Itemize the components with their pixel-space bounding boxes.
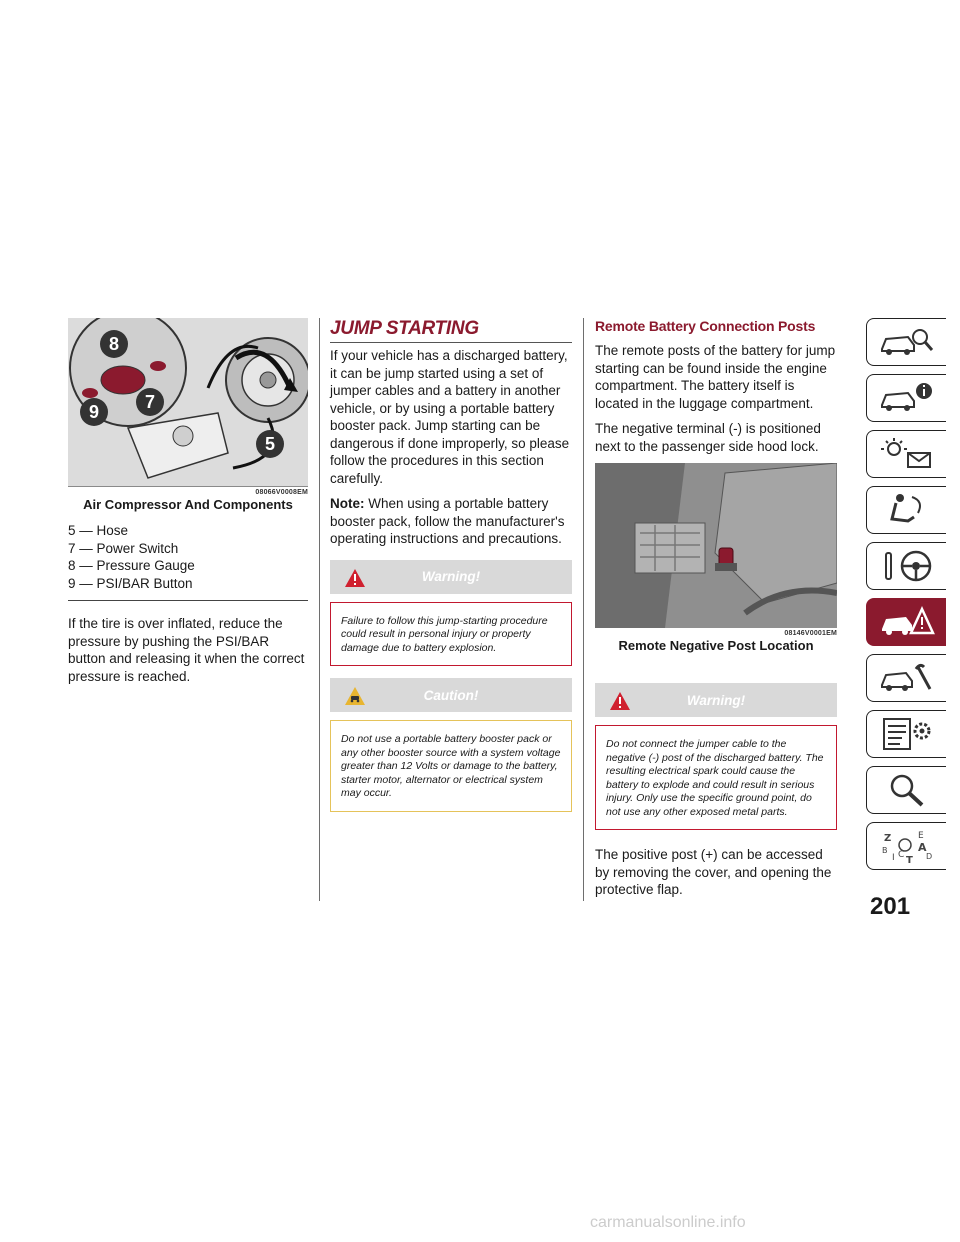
- legend-item: 9 — PSI/BAR Button: [68, 575, 193, 591]
- warning-header: [595, 683, 837, 717]
- svg-text:B: B: [881, 846, 887, 855]
- subsection-title: Remote Battery Connection Posts: [595, 318, 816, 334]
- svg-text:Z: Z: [883, 833, 891, 844]
- column-middle: [330, 318, 572, 824]
- svg-text:D: D: [925, 852, 932, 861]
- remote-posts-paragraph: The remote posts of the battery for jump starting can be found inside the engine compartment. The battery itself is located in the luggage compartment.: [595, 343, 836, 411]
- svg-text:A: A: [917, 841, 927, 854]
- tab-starting-and-operating[interactable]: [866, 542, 946, 590]
- note-label: Note:: [330, 496, 365, 511]
- callout-5: 5: [256, 430, 284, 458]
- warning-header: [330, 560, 572, 594]
- tab-getting-to-know-vehicle[interactable]: [866, 318, 946, 366]
- negative-terminal-paragraph: The negative terminal (-) is positioned next to the passenger side hood lock.: [595, 421, 821, 454]
- car-service-wrench-icon: [878, 659, 936, 697]
- column-divider: [319, 318, 320, 901]
- note-text: When using a portable battery booster pack, follow the manufacturer's operating instructions and precautions.: [330, 496, 565, 546]
- column-left: [68, 318, 308, 693]
- callout-7: 7: [136, 388, 164, 416]
- dashboard-lights-message-icon: [878, 435, 936, 473]
- tab-servicing-and-maintenance[interactable]: [866, 654, 946, 702]
- warning-triangle-icon: [609, 691, 631, 711]
- watermark: carmanualsonline.info: [590, 1214, 746, 1231]
- callout-8: 8: [100, 330, 128, 358]
- figure-caption: Air Compressor And Components: [83, 497, 293, 512]
- legend-item: 8 — Pressure Gauge: [68, 558, 195, 573]
- tab-vehicle-information[interactable]: [866, 374, 946, 422]
- air-compressor-illustration: [68, 318, 308, 487]
- figure-code: 08066V0008EM: [255, 489, 308, 496]
- tab-index[interactable]: [866, 822, 946, 870]
- chapter-tabs: [866, 318, 948, 878]
- warning-triangle-icon: [344, 568, 366, 588]
- svg-text:I: I: [891, 853, 895, 863]
- legend-item: 5 — Hose: [68, 523, 129, 538]
- caution-text: Do not use a portable battery booster pack or any other booster source with a system voltage greater than 12 Volts or damage to the battery, starter motor, alternator or electrical system may occur.: [330, 720, 572, 812]
- car-search-icon: [878, 323, 936, 361]
- positive-post-paragraph: The positive post (+) can be accessed by removing the cover, and opening the protective flap.: [595, 847, 832, 897]
- svg-text:C: C: [897, 850, 904, 860]
- alphabetical-index-icon: [878, 827, 936, 865]
- column-right: [595, 318, 837, 907]
- tab-technical-specifications[interactable]: [866, 710, 946, 758]
- figure-code: 08146V0001EM: [784, 630, 837, 637]
- warning-box: [595, 683, 837, 830]
- engine-bay-drawing: [595, 463, 837, 628]
- tab-safety[interactable]: [866, 486, 946, 534]
- note-paragraph: [330, 495, 572, 548]
- component-legend: [68, 522, 308, 601]
- over-inflation-paragraph: If the tire is over inflated, reduce the pressure by pushing the PSI/BAR button and releasing it when the correct pressure is reached.: [68, 616, 305, 684]
- warning-box: [330, 560, 572, 667]
- steering-wheel-key-icon: [878, 547, 936, 585]
- figure-caption: Remote Negative Post Location: [618, 638, 814, 653]
- tab-customer-assistance[interactable]: [866, 766, 946, 814]
- svg-text:T: T: [905, 855, 913, 865]
- legend-item: 7 — Power Switch: [68, 540, 179, 556]
- engine-bay-photo: [595, 463, 837, 628]
- page-number: 201: [870, 893, 911, 920]
- caution-header: [330, 678, 572, 712]
- magnifier-search-icon: [878, 771, 936, 809]
- section-title: JUMP STARTING: [330, 318, 572, 343]
- callout-9: 9: [80, 398, 108, 426]
- svg-text:E: E: [917, 831, 924, 841]
- tab-in-case-of-emergency[interactable]: [866, 598, 946, 646]
- tab-instrument-panel[interactable]: [866, 430, 946, 478]
- warning-title: Warning!: [686, 692, 746, 708]
- jump-starting-paragraph: If your vehicle has a discharged battery, it can be jump started using a set of jumper cables and a battery in another vehicle, or by using a portable battery booster pack. Jump starting can be dangerous if done improperly, so please follow the procedures in this section carefully.: [330, 348, 570, 486]
- warning-text: Do not connect the jumper cable to the negative (-) post of the discharged battery. The resulting electrical spark could cause the battery to explode and could result in serious injury. Only use the specific ground point, do not use any other exposed metal parts.: [595, 725, 837, 830]
- seat-airbag-icon: [878, 491, 936, 529]
- caution-box: [330, 678, 572, 812]
- car-warning-breakdown-icon: [878, 603, 936, 641]
- caution-triangle-icon: [344, 686, 366, 706]
- column-divider: [583, 318, 584, 901]
- car-info-icon: [878, 379, 936, 417]
- specifications-gear-icon: [878, 715, 936, 753]
- warning-text: Failure to follow this jump-starting procedure could result in personal injury or property damage due to battery explosion.: [330, 602, 572, 667]
- caution-title: Caution!: [423, 687, 479, 703]
- warning-title: Warning!: [421, 569, 481, 584]
